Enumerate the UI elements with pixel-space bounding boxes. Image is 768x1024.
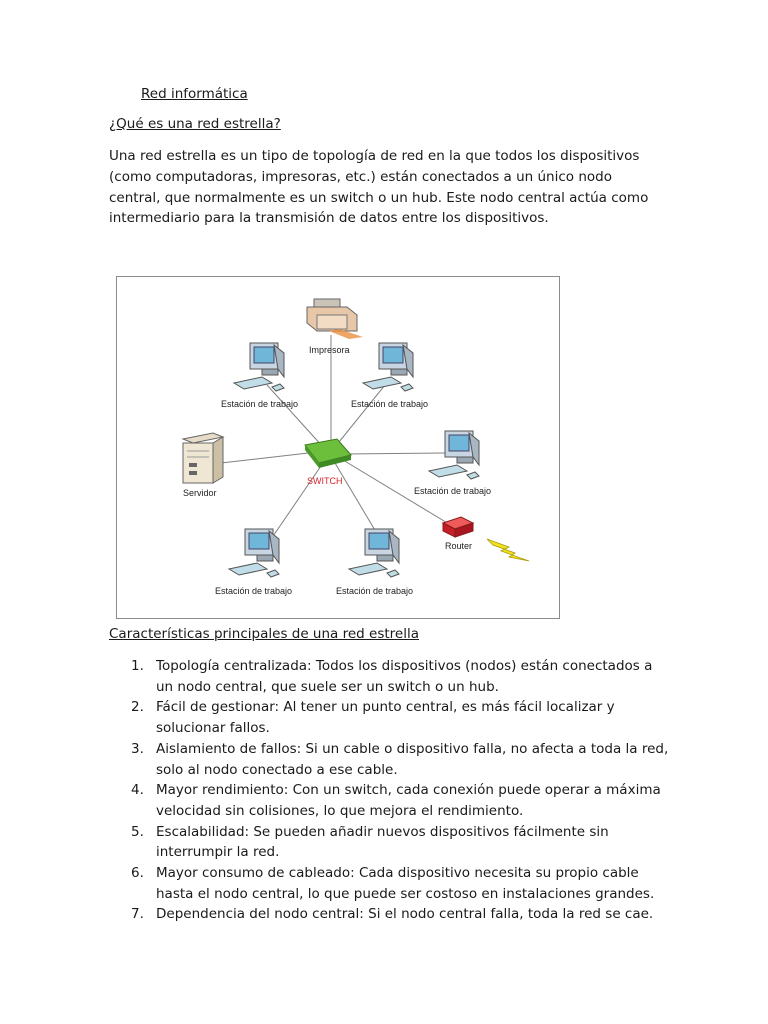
question-heading: ¿Qué es una red estrella? <box>109 116 281 132</box>
workstation-icon <box>234 343 284 391</box>
list-number: 2. <box>131 699 144 716</box>
workstation-icon <box>349 529 399 577</box>
lightning-bolt-icon <box>487 539 529 561</box>
list-item <box>109 697 669 738</box>
list-number: 1. <box>131 658 144 674</box>
router-label: Router <box>445 541 473 551</box>
list-item <box>109 863 669 904</box>
list-item-text: Mayor rendimiento: Con un switch, cada conexión puede operar a máxima velocidad sin colisiones, lo que mejora el rendimiento. <box>156 782 661 819</box>
list-number: 4. <box>131 782 144 799</box>
router-icon <box>443 517 473 537</box>
line-ws-bottom-right <box>335 463 379 537</box>
document-title: Red informática <box>141 86 248 102</box>
server-icon <box>183 433 223 483</box>
list-item-text: Dependencia del nodo central: Si el nodo central falla, toda la red se cae. <box>156 906 654 923</box>
workstation-icon <box>429 431 479 479</box>
server-label: Servidor <box>183 488 217 498</box>
star-network-diagram <box>116 276 560 619</box>
line-server <box>221 452 317 463</box>
line-ws-top-right <box>335 385 385 447</box>
features-heading: Características principales de una red estrella <box>109 626 419 642</box>
list-item <box>109 904 669 925</box>
workstation-label-top-right: Estación de trabajo <box>351 399 429 409</box>
intro-paragraph: Una red estrella es un tipo de topología de red en la que todos los dispositivos (como computadoras, impresoras, etc.) están conectados a un único nodo central, que normalmente es un switch o un hub. Este nodo central actúa como intermediario para la transmisión de datos entre los dispositivos. <box>109 148 649 227</box>
workstation-icon <box>229 529 279 577</box>
list-number: 5. <box>131 823 144 840</box>
workstation-label-right: Estación de trabajo <box>414 486 492 496</box>
switch-label: SWITCH <box>307 476 343 486</box>
list-item-text: Escalabilidad: Se pueden añadir nuevos dispositivos fácilmente sin interrumpir la red. <box>156 823 609 861</box>
list-item-text: Mayor consumo de cableado: Cada dispositivo necesita su propio cable hasta el nodo central, lo que puede ser costoso en instalaciones grandes. <box>156 865 655 902</box>
line-ws-top-left <box>267 385 323 447</box>
switch-icon <box>305 439 351 468</box>
list-item-text: Aislamiento de fallos: Si un cable o dispositivo falla, no afecta a toda la red, solo al nodo conectado a ese cable. <box>156 740 669 778</box>
list-item-text: Fácil de gestionar: Al tener un punto central, es más fácil localizar y solucionar fallos. <box>156 699 615 737</box>
list-item-text: Topología centralizada: Todos los dispositivos (nodos) están conectados a un nodo central, que suele ser un switch o un hub. <box>156 658 653 695</box>
workstation-label-bottom-left: Estación de trabajo <box>215 586 293 596</box>
printer-icon <box>307 299 363 339</box>
workstation-icon <box>363 343 413 391</box>
workstation-label-top-left: Estación de trabajo <box>221 399 299 409</box>
list-number: 6. <box>131 865 144 882</box>
diagram-canvas <box>117 277 561 620</box>
features-list <box>109 656 669 925</box>
list-number: 7. <box>131 906 144 923</box>
list-item <box>109 739 669 780</box>
list-item <box>109 656 669 697</box>
list-item <box>109 780 669 821</box>
line-ws-right <box>345 453 445 454</box>
workstation-label-bottom-right: Estación de trabajo <box>336 586 414 596</box>
printer-label: Impresora <box>309 345 350 355</box>
list-item <box>109 822 669 863</box>
list-number: 3. <box>131 740 144 757</box>
